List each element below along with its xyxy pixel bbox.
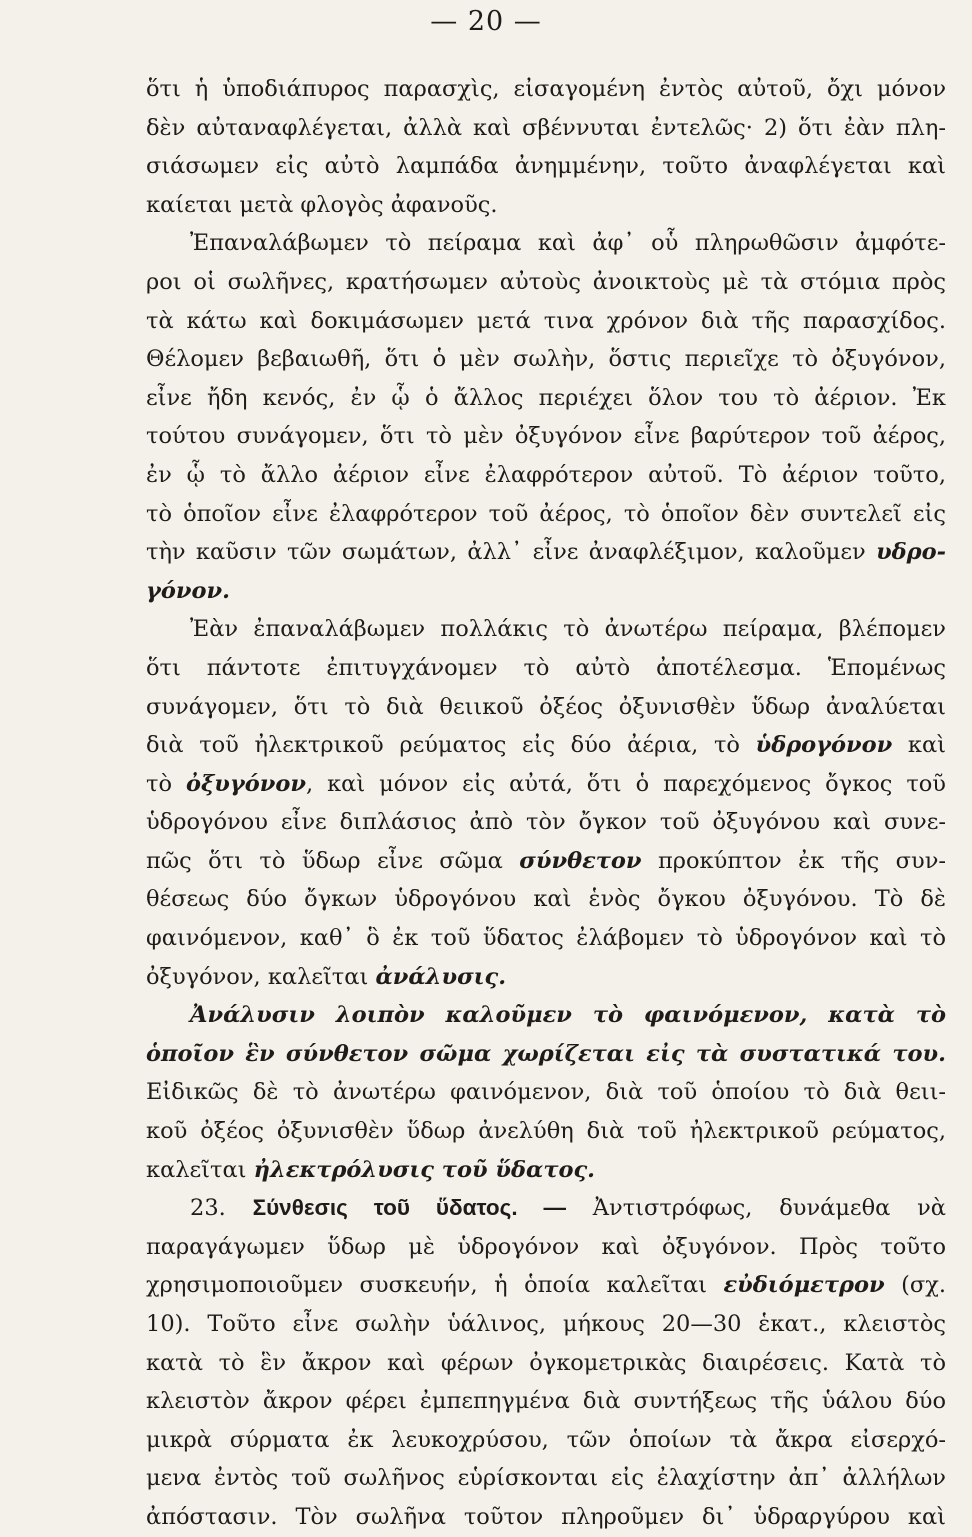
text-line: κοῦ ὀξέος ὀξυνισθὲν ὕδωρ ἀνελύθη διὰ τοῦ ἠλεκτρικοῦ ρεύματος, [146,1118,946,1145]
line-text: , καὶ μόνον εἰς αὐτά, ὅτι ὁ παρεχόμενος ὄγκος τοῦ [306,770,946,797]
page-number: — 20 — [430,6,542,37]
text-line [146,765,946,804]
text-line: τὰ κάτω καὶ δοκιμάσωμεν μετά τινα χρόνον διὰ τῆς παρασχίδος. [146,307,946,334]
text-line: σιάσωμεν εἰς αὐτὸ λαμπάδα ἀνημμένην, τοῦτο ἀναφλέγεται καὶ [146,153,946,180]
text-line: καίεται μετὰ φλογὸς ἀφανοῦς. [146,191,498,218]
text-line [146,842,946,881]
emphasis-term: υδρο- [876,539,946,566]
text-line: Εἰδικῶς δὲ τὸ ἀνωτέρω φαινόμενον, διὰ τοῦ ὁποίου τὸ διὰ θειι- [146,1079,946,1106]
text-line: δὲν αὐταναφλέγεται, ἀλλὰ καὶ σβέννυται ἐντελῶς· 2) ὅτι ἐὰν πλη- [146,114,946,141]
line-text: ὀξυγόνον, καλεῖται [146,963,376,990]
emphasis-term: ὀξυγόνον [185,770,306,797]
text-line [146,1266,946,1305]
line-text: καλεῖται [146,1156,254,1183]
emphasis-term: εὐδιόμετρον [723,1272,885,1299]
text-line: τὸ ὁποῖον εἶνε ἐλαφρότερον τοῦ ἀέρος, τὸ ὁποῖον δὲν συντελεῖ εἰς [146,500,946,527]
emphasis-term: σύνθετον [519,847,642,874]
text-line [146,533,946,572]
text-line: ὅτι ἡ ὑποδιάπυρος παρασχὶς, εἰσαγομένη ἐντὸς αὐτοῦ, ὄχι μόνον [146,76,946,102]
text-line: ἀπόστασιν. Τὸν σωλῆνα τοῦτον πληροῦμεν δι᾽ ὑδραργύρου καὶ [146,1503,946,1530]
text-line: κατὰ τὸ ἓν ἄκρον καὶ φέρων ὀγκομετρικὰς διαιρέσεις. Κατὰ τὸ [146,1349,946,1376]
line-text: πῶς ὅτι τὸ ὕδωρ εἶνε σῶμα [146,847,520,874]
text-line: θέσεως δύο ὄγκων ὑδρογόνου καὶ ἑνὸς ὄγκου ὀξυγόνου. Τὸ δὲ [146,886,946,913]
text-line [146,572,946,611]
text-line: ὅτι πάντοτε ἐπιτυγχάνομεν τὸ αὐτὸ ἀποτέλεσμα. Ἑπομένως [146,654,946,681]
definition-line: Ἀνάλυσιν λοιπὸν καλοῦμεν τὸ φαινόμενον, κατὰ τὸ [190,1002,946,1029]
text-line: παραγάγωμεν ὕδωρ μὲ ὑδρογόνον καὶ ὀξυγόνον. Πρὸς τοῦτο [146,1233,946,1260]
section-number: 23. [190,1195,253,1222]
definition-line: ὁποῖον ἓν σύνθετον σῶμα χωρίζεται εἰς τὰ συστατικά του. [146,1040,946,1067]
text-line: 10). Τοῦτο εἶνε σωλὴν ὑάλινος, μήκους 20—30 ἑκατ., κλειστὸς [146,1311,946,1337]
line-text: προκύπτον ἐκ τῆς συν- [641,847,946,874]
paragraph-start: Ἐὰν ἐπαναλάβωμεν πολλάκις τὸ ἀνωτέρω πείραμα, βλέπομεν [190,616,946,643]
line-text: καὶ [892,732,946,759]
line-text: τὸ [146,770,186,797]
text-line: μενα ἐντὸς τοῦ σωλῆνος εὑρίσκονται εἰς ἐλαχίστην ἀπ᾽ ἀλλήλων [146,1465,946,1492]
text-line: κλειστὸν ἄκρον φέρει ἐμπεπηγμένα διὰ συντήξεως τῆς ὑάλου δύο [146,1388,946,1415]
emphasis-term: ἀνάλυσις. [375,963,507,990]
text-line: ὑδρογόνου εἶνε διπλάσιος ἀπὸ τὸν ὄγκον τοῦ ὀξυγόνου καὶ συνε- [146,809,946,836]
text-line: ἐν ᾧ τὸ ἄλλο ἀέριον εἶνε ἐλαφρότερον αὐτοῦ. Τὸ ἀέριον τοῦτο, [146,461,946,488]
line-text: Ἀντιστρόφως, δυνάμεθα νὰ [566,1195,946,1222]
line-text: (σχ. [884,1272,946,1299]
paragraph-start: Ἐπαναλάβωμεν τὸ πείραμα καὶ ἀφ᾽ οὗ πληρωθῶσιν ἀμφότε- [190,230,946,257]
line-text: χρησιμοποιοῦμεν συσκευήν, ἡ ὁποία καλεῖται [146,1272,724,1299]
text-line: ροι οἱ σωλῆνες, κρατήσωμεν αὐτοὺς ἀνοικτοὺς μὲ τὰ στόμια πρὸς [146,268,946,295]
text-line: συνάγομεν, ὅτι τὸ διὰ θειικοῦ ὀξέος ὀξυνισθὲν ὕδωρ ἀναλύεται [146,693,946,720]
text-line [146,1151,946,1190]
emphasis-term: γόνον. [146,577,230,604]
text-line: μικρὰ σύρματα ἐκ λευκοχρύσου, τῶν ὁποίων τὰ ἄκρα εἰσερχό- [146,1426,946,1453]
body-text [146,70,946,1537]
emphasis-term: ὑδρογόνον [755,732,893,759]
text-line [146,958,946,997]
text-line: εἶνε ἤδη κενός, ἐν ᾧ ὁ ἄλλος περιέχει ὅλον του τὸ ἀέριον. Ἐκ [146,384,946,411]
section-heading-line [146,1189,946,1228]
line-text: διὰ τοῦ ἠλεκτρικοῦ ρεύματος εἰς δύο ἀέρια, τὸ [146,732,756,759]
section-title: Σύνθεσις τοῦ ὕδατος. — [252,1195,566,1221]
line-text: τὴν καῦσιν τῶν σωμάτων, ἀλλ᾽ εἶνε ἀναφλέξιμον, καλοῦμεν [146,539,877,566]
emphasis-term: ἠλεκτρόλυσις τοῦ ὕδατος. [253,1156,596,1183]
text-line: τούτου συνάγομεν, ὅτι τὸ μὲν ὀξυγόνον εἶνε βαρύτερον τοῦ ἀέρος, [146,423,946,450]
text-line [146,726,946,765]
text-line: φαινόμενον, καθ᾽ ὃ ἐκ τοῦ ὕδατος ἐλάβομεν τὸ ὑδρογόνον καὶ τὸ [146,925,946,952]
text-line: Θέλομεν βεβαιωθῆ, ὅτι ὁ μὲν σωλὴν, ὅστις περιεῖχε τὸ ὀξυγόνον, [146,346,946,373]
